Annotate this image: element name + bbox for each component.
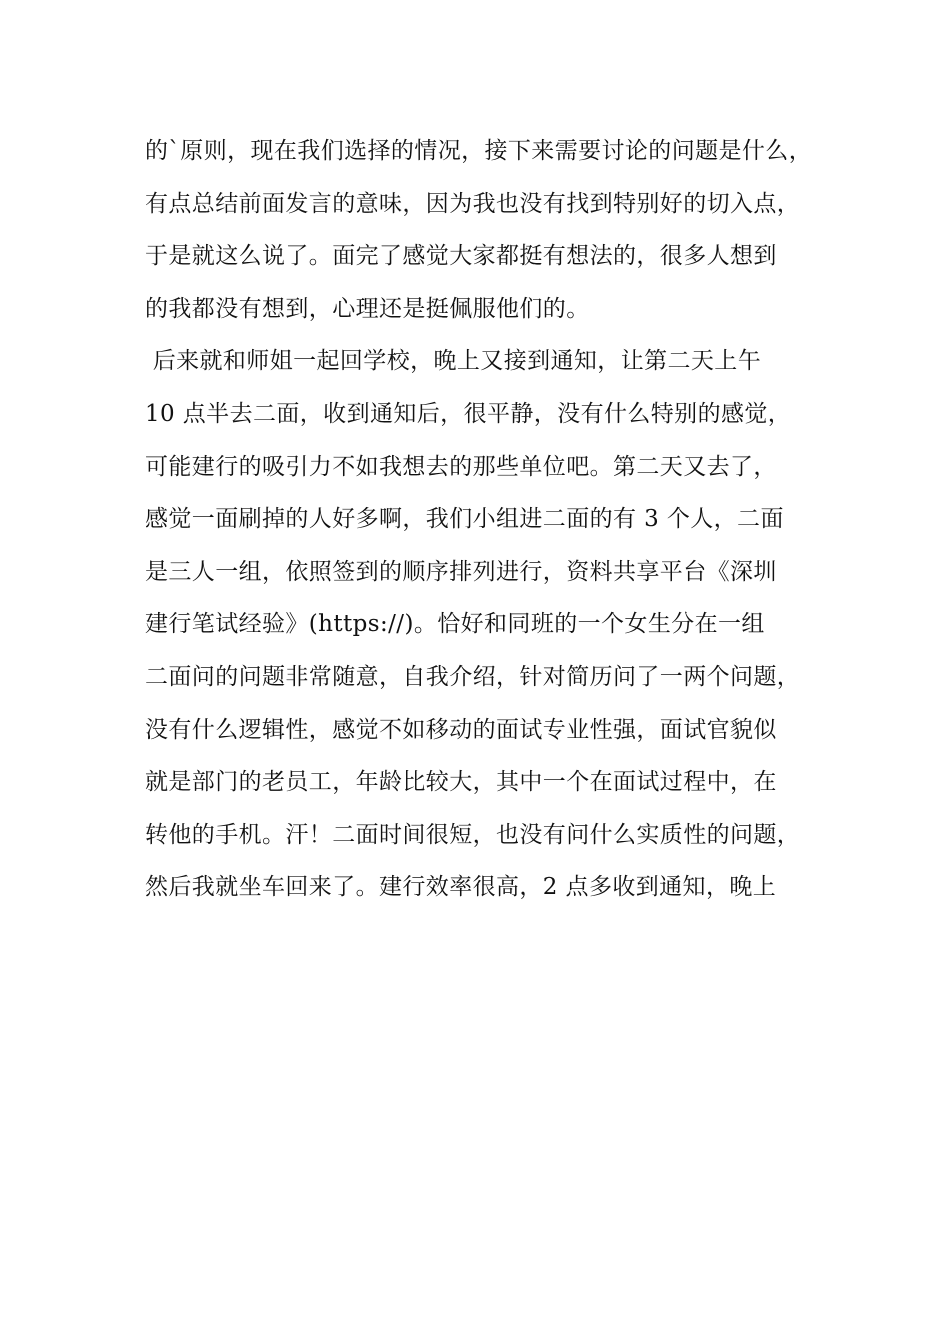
text-line-7: 可能建行的吸引力不如我想去的那些单位吧。第二天又去了， (145, 453, 777, 480)
text-line-15: 然后我就坐车回来了。建行效率很高，2 点多收到通知，晚上 (145, 874, 777, 901)
text-line-11: 二面问的问题非常随意，自我介绍，针对简历问了一两个问题， (145, 663, 801, 690)
text-line-14: 转他的手机。汗！二面时间很短，也没有问什么实质性的问题， (145, 821, 801, 848)
text-line-8: 感觉一面刷掉的人好多啊，我们小组进二面的有 3 个人，二面 (145, 506, 784, 533)
text-line-12: 没有什么逻辑性，感觉不如移动的面试专业性强，面试官貌似 (145, 716, 777, 743)
text-line-1: 的`原则，现在我们选择的情况，接下来需要讨论的问题是什么， (145, 138, 813, 164)
text-line-10: 建行笔试经验》(https://)。恰好和同班的一个女生分在一组 (145, 611, 765, 638)
text-line-4: 的我都没有想到，心理还是挺佩服他们的。 (145, 295, 590, 322)
text-line-9: 是三人一组，依照签到的顺序排列进行，资料共享平台《深圳 (145, 558, 777, 585)
text-line-2: 有点总结前面发言的意味，因为我也没有找到特别好的切入点， (145, 190, 801, 217)
text-line-13: 就是部门的老员工，年龄比较大，其中一个在面试过程中，在 (145, 769, 777, 796)
text-line-3: 于是就这么说了。面完了感觉大家都挺有想法的，很多人想到 (145, 243, 777, 270)
text-line-6: 10 点半去二面，收到通知后，很平静，没有什么特别的感觉， (145, 400, 792, 427)
text-line-5: 后来就和师姐一起回学校，晚上又接到通知，让第二天上午 (145, 348, 762, 375)
body-text (145, 128, 825, 917)
